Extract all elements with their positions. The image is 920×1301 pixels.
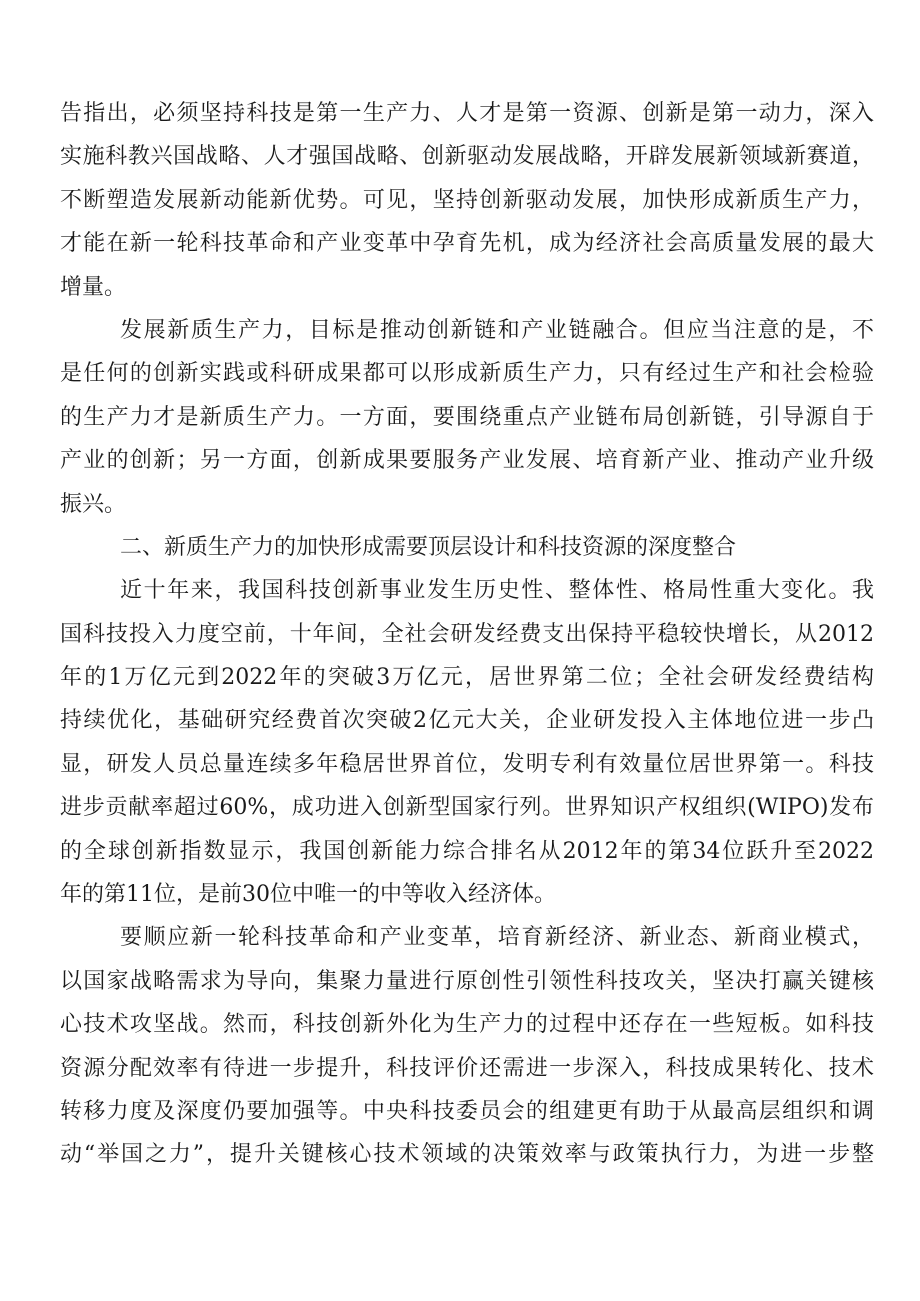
text-line: 才能在新一轮科技革命和产业变革中孕育先机，成为经济社会高质量发展的最大	[60, 231, 874, 257]
document-body	[60, 92, 874, 1177]
section-heading-text: 二、新质生产力的加快形成需要顶层设计和科技资源的深度整合	[120, 534, 737, 560]
paragraph	[60, 92, 874, 309]
text-line: 振兴。	[60, 491, 127, 517]
text-line: 不断塑造发展新动能新优势。可见，坚持创新驱动发展，加快形成新质生产力，	[60, 187, 874, 213]
section-heading	[60, 526, 874, 569]
text-line: 近十年来，我国科技创新事业发生历史性、整体性、格局性重大变化。我	[120, 578, 874, 604]
text-line: 年的1万亿元到2022年的突破3万亿元，居世界第二位；全社会研发经费结构	[60, 665, 874, 691]
text-line: 的生产力才是新质生产力。一方面，要围绕重点产业链布局创新链，引导源自于	[60, 404, 874, 430]
text-line: 增量。	[60, 274, 127, 300]
text-line: 以国家战略需求为导向，集聚力量进行原创性引领性科技攻关，坚决打赢关键核	[60, 968, 874, 994]
text-line: 转移力度及深度仍要加强等。中央科技委员会的组建更有助于从最高层组织和调	[60, 1098, 874, 1124]
text-line: 实施科教兴国战略、人才强国战略、创新驱动发展战略，开辟发展新领域新赛道，	[60, 144, 874, 170]
text-line: 产业的创新；另一方面，创新成果要服务产业发展、培育新产业、推动产业升级	[60, 448, 874, 474]
paragraph	[60, 309, 874, 526]
text-line: 持续优化，基础研究经费首次突破2亿元大关，企业研发投入主体地位进一步凸	[60, 708, 874, 734]
paragraph	[60, 569, 874, 916]
text-line: 进步贡献率超过60%，成功进入创新型国家行列。世界知识产权组织(WIPO)发布	[60, 795, 874, 821]
text-line: 告指出，必须坚持科技是第一生产力、人才是第一资源、创新是第一动力，深入	[60, 101, 874, 126]
text-line: 要顺应新一轮科技革命和产业变革，培育新经济、新业态、新商业模式，	[120, 925, 874, 951]
paragraph	[60, 916, 874, 1176]
text-line: 是任何的创新实践或科研成果都可以形成新质生产力，只有经过生产和社会检验	[60, 361, 874, 387]
text-line: 年的第11位，是前30位中唯一的中等收入经济体。	[60, 882, 556, 908]
text-line: 资源分配效率有待进一步提升，科技评价还需进一步深入，科技成果转化、技术	[60, 1055, 874, 1081]
text-line: 国科技投入力度空前，十年间，全社会研发经费支出保持平稳较快增长，从2012	[60, 621, 874, 647]
text-line: 心技术攻坚战。然而，科技创新外化为生产力的过程中还存在一些短板。如科技	[60, 1012, 874, 1038]
text-line: 发展新质生产力，目标是推动创新链和产业链融合。但应当注意的是，不	[120, 317, 874, 343]
text-line: 的全球创新指数显示，我国创新能力综合排名从2012年的第34位跃升至2022	[60, 838, 874, 864]
text-line: 显，研发人员总量连续多年稳居世界首位，发明专利有效量位居世界第一。科技	[60, 751, 874, 777]
text-line: 动“举国之力”，提升关键核心技术领域的决策效率与政策执行力，为进一步整	[60, 1142, 874, 1168]
